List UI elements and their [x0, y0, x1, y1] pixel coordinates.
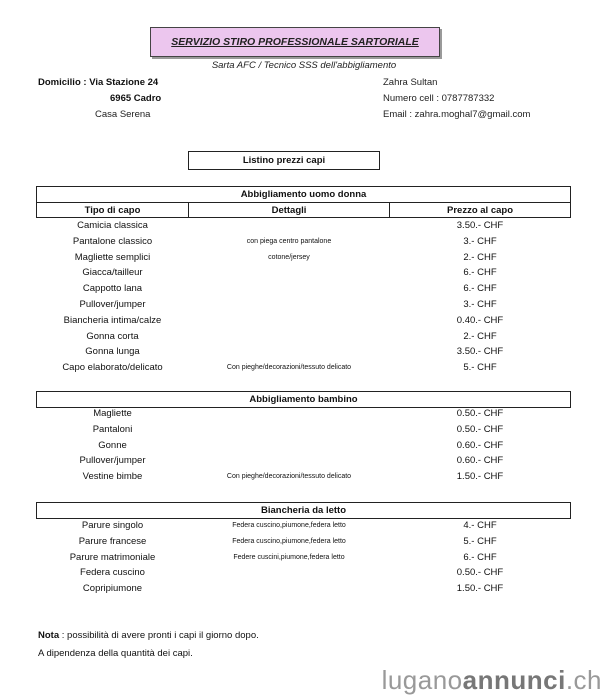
item-price: 6.- CHF	[463, 551, 497, 563]
item-type: Capo elaborato/delicato	[62, 362, 163, 374]
section-header-adult: Abbigliamento uomo donna	[36, 186, 571, 203]
item-price: 0.60.- CHF	[456, 439, 504, 451]
site-watermark-logo: luganoannunci.ch	[381, 665, 602, 695]
table-row	[36, 534, 571, 550]
table-row	[36, 297, 571, 313]
item-type: Pullover/jumper	[79, 299, 146, 310]
item-price: 0.50.- CHF	[456, 567, 504, 579]
item-type: Gonna lunga	[85, 346, 140, 358]
item-details: con piega centro pantalone	[246, 237, 332, 245]
item-price: 2.- CHF	[463, 330, 497, 342]
column-header-details: Dettagli	[188, 202, 390, 218]
item-type: Giacca/tailleur	[82, 267, 143, 279]
item-type: Biancheria intima/calze	[63, 314, 162, 326]
table-row	[36, 281, 571, 297]
pricelist-heading	[188, 151, 380, 170]
item-price: 5.- CHF	[463, 535, 497, 547]
note-line-1	[38, 630, 259, 641]
item-price: 3.- CHF	[463, 299, 497, 310]
section-header-bedding: Biancheria da letto	[36, 502, 571, 519]
table-row	[36, 453, 571, 469]
table-row	[36, 422, 571, 438]
item-type: Cappotto lana	[82, 283, 143, 295]
column-header-type: Tipo di capo	[36, 202, 189, 218]
table-row	[36, 518, 571, 534]
item-price: 5.- CHF	[463, 362, 497, 374]
table-row	[36, 565, 571, 581]
table-row	[36, 313, 571, 329]
item-type: Pullover/jumper	[79, 455, 146, 467]
table-row	[36, 469, 571, 485]
item-type: Pantaloni	[92, 423, 133, 435]
address-city: 6965 Cadro	[110, 93, 162, 104]
table-row	[36, 406, 571, 422]
table-row	[36, 218, 571, 234]
item-details: Federe cuscini,piumone,federa letto	[233, 553, 345, 561]
item-type: Magliette semplici	[74, 251, 151, 263]
pricelist-title: Listino prezzi capi	[242, 155, 326, 166]
subtitle: Sarta AFC / Tecnico SSS dell'abbigliamento	[211, 60, 397, 71]
contact-name: Zahra Sultan	[383, 77, 438, 88]
item-type: Gonna corta	[86, 330, 139, 342]
item-details: Federa cuscino,piumone,federa letto	[232, 522, 346, 529]
column-headers	[36, 202, 571, 218]
item-type: Parure matrimoniale	[69, 551, 156, 563]
item-type: Camicia classica	[77, 220, 148, 231]
table-row	[36, 581, 571, 597]
item-details: Con pieghe/decorazioni/tessuto delicato	[226, 364, 352, 372]
table-row	[36, 250, 571, 266]
item-price: 6.- CHF	[463, 283, 497, 295]
item-price: 0.40.- CHF	[456, 314, 504, 326]
table-row	[36, 438, 571, 454]
item-price: 2.- CHF	[463, 251, 497, 263]
item-price: 0.60.- CHF	[456, 455, 504, 467]
note-line-2: A dipendenza della quantità dei capi.	[38, 648, 193, 659]
table-row	[36, 344, 571, 360]
item-price: 0.50.- CHF	[456, 423, 504, 435]
item-price: 3.50.- CHF	[456, 220, 504, 231]
item-type: Parure singolo	[81, 520, 144, 531]
address-building: Casa Serena	[95, 109, 151, 120]
table-row	[36, 265, 571, 281]
contact-phone: Numero cell : 0787787332	[383, 93, 495, 104]
table-row	[36, 550, 571, 566]
column-header-price: Prezzo al capo	[389, 202, 571, 218]
item-type: Magliette	[93, 408, 132, 419]
item-price: 6.- CHF	[463, 267, 497, 279]
item-price: 0.50.- CHF	[456, 408, 504, 419]
item-type: Federa cuscino	[80, 567, 145, 579]
item-details: cotone/jersey	[268, 253, 310, 261]
table-row	[36, 329, 571, 345]
section-header-child: Abbigliamento bambino	[36, 391, 571, 408]
item-type: Pantalone classico	[72, 235, 153, 247]
item-price: 3.- CHF	[463, 235, 497, 247]
note-text: : possibilità di avere pronti i capi il giorno dopo.	[59, 630, 259, 641]
item-price: 4.- CHF	[463, 520, 497, 531]
item-type: Gonne	[98, 439, 127, 451]
page-title: SERVIZIO STIRO PROFESSIONALE SARTORIALE	[171, 36, 419, 48]
address-street: Domicilio : Via Stazione 24	[38, 77, 159, 88]
item-type: Copripiumone	[82, 583, 143, 595]
item-details: Federa cuscino,piumone,federa letto	[232, 537, 346, 545]
item-type: Vestine bimbe	[82, 471, 143, 483]
table-row	[36, 360, 571, 376]
item-details: Con pieghe/decorazioni/tessuto delicato	[226, 473, 352, 481]
item-price: 1.50.- CHF	[456, 471, 504, 483]
item-type: Parure francese	[78, 535, 147, 547]
table-row	[36, 234, 571, 250]
note-label: Nota	[38, 630, 60, 641]
title-banner	[150, 27, 440, 57]
item-price: 1.50.- CHF	[456, 583, 504, 595]
contact-email: Email : zahra.moghal7@gmail.com	[383, 109, 531, 120]
item-price: 3.50.- CHF	[456, 346, 504, 358]
